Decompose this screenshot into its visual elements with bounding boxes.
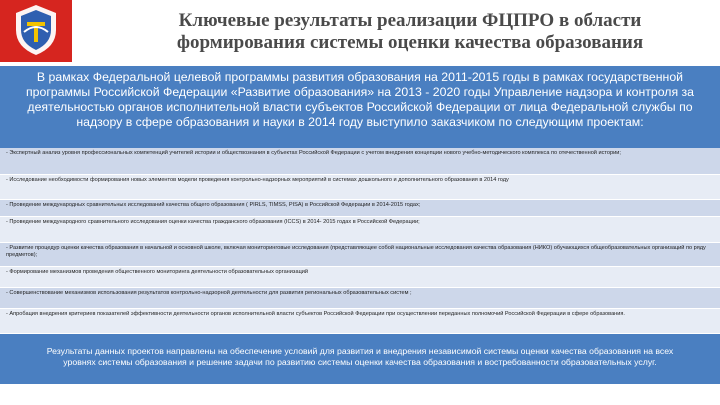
list-item: - Проведение международных сравнительных исследований качества общего образования ( PIRLS, TIMSS, PISA) в Российской Федерации в 2014-2015 годах; [0, 200, 720, 217]
logo [0, 0, 72, 62]
bottom-margin [0, 384, 720, 405]
ministry-emblem-icon [10, 2, 62, 58]
list-item: - Апробация внедрения критериев показателей эффективности деятельности органов исполнительной власти субъектов Российской Федерации при осуществлении переданных полномочий Российской Федерации в сфере образования. [0, 309, 720, 334]
footer-text: Результаты данных проектов направлены на обеспечение условий для развития и внедрения независимой системы оценки качества образования на всех уровнях системы образования и решение задачи по развитию системы оценки качества образования и востребованности образовательных услуг. [46, 346, 674, 367]
intro-text: В рамках Федеральной целевой программы развития образования на 2011-2015 годы в рамках государственной программы Российской Федерации «Развитие образования» на 2013 - 2020 годы Управление надзора и контроля за деятельностью органов исполнительной власти субъектов Российской Федерации от лица Федеральной службы по надзору в сфере образования и науки в 2014 году выступило заказчиком по следующим проектам: [25, 70, 695, 129]
list-item: - Совершенствование механизмов использования результатов контрольно-надзорной деятельности для развития региональных образовательных систем ; [0, 288, 720, 309]
projects-list [0, 148, 720, 334]
title-line-2: формирования системы оценки качества образования [176, 32, 644, 53]
list-item: - Развитие процедур оценки качества образования в начальной и основной школе, включая мониторинговые исследования (представляющее собой национальные исследования качества образования (НИКО) обучающихся общеобразовательных организаций по ряду предметов); [0, 243, 720, 267]
list-item: - Исследование необходимости формирования новых элементов модели проведения контрольно-надзорных мероприятий в системах дошкольного и дополнительного образования в 2014 году [0, 175, 720, 200]
list-item: - Экспертный анализ уровня профессиональных компетенций учителей истории и обществознания в субъектах Российской Федерации с учетом внедрения концепции нового учебно-методического комплекса по отечественной истории; [0, 148, 720, 175]
footer-banner [0, 334, 720, 384]
page-title [120, 10, 700, 54]
intro-banner [0, 66, 720, 148]
list-item: - Формирование механизмов проведения общественного мониторинга деятельности образовательных организаций [0, 267, 720, 288]
title-line-1: Ключевые результаты реализации ФЦПРО в области [178, 10, 642, 31]
list-item: - Проведение международного сравнительного исследования оценки качества гражданского образования (ICCS) в 2014- 2015 годах в Российской Федерации; [0, 217, 720, 243]
